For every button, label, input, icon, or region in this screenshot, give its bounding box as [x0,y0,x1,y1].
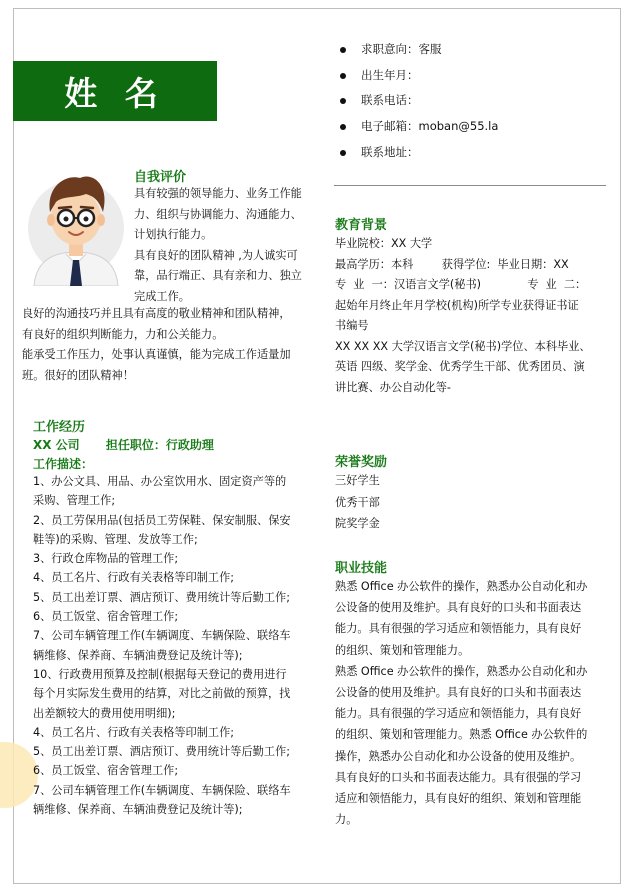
avatar [26,168,126,286]
work-company-row [33,436,214,453]
contact-item: 联系电话： [340,88,498,114]
name-title: 姓 名 [64,73,166,113]
self-eval-narrow: 具有较强的领导能力、业务工作能 力、组织与协调能力、沟通能力、 计划执行能力。 具有良好的团队精神 ,为人诚实可 靠，品行端正、具有亲和力、独立 完成工作。 [134,187,302,303]
bullet-icon [340,124,346,130]
bullet-icon [340,73,346,79]
education-heading: 教育背景 [335,218,388,233]
skills-heading: 职业技能 [335,561,388,576]
contact-list [340,37,498,165]
work-heading: 工作经历 [33,420,86,435]
bullet-icon [340,150,346,156]
self-eval-wide: 良好的沟通技巧并且具有高度的敬业精神和团队精神， 有良好的组织判断能力，力和公关能力。 能承受工作压力，处事认真谨慎，能为完成工作适量加 班。很好的团队精神！ [22,307,291,382]
contact-item: 出生年月： [340,63,498,89]
bullet-icon [340,47,346,53]
awards-list: 三好学生 优秀干部 院奖学金 [335,474,380,530]
awards-heading: 荣誉奖励 [335,455,388,470]
name-banner [13,61,217,121]
self-eval-heading: 自我评价 [134,170,187,185]
work-description: 1、办公文具、用品、办公室饮用水、固定资产等的 采购、管理工作; 2、员工劳保用品(包括员工劳保鞋、保安制服、保安 鞋等)的采购、管理、发放等工作; 3、行政仓库物品的管理工作; 4、员工名片、行政有关表格等印制工作; 5、员工出差订票、酒店预订、费用统计等后勤工作; 6、员工饭堂、宿舍管理工作; 7、公司车辆管理工作(车辆调度、车辆保险、联络车 辆维修、保养商、车辆油费登记及统计等); 10、行政费用预算及控制(根据每天登记的费用进行 每个月实际发生费用的结算，对比之前做的预算，找 出差额较大的费用使用明细); 4、员工名片、行政有关表格等印制工作; 5、员工出差订票、酒店预订、费用统计等后勤工作; 6、员工饭堂、宿舍管理工作; 7、公司车辆管理工作(车辆调度、车辆保险、联络车 辆维修、保养商、车辆油费登记及统计等); [33,475,291,817]
education-details: 毕业院校：XX 大学 最高学历：本科 获得学位: 毕业日期：XX 专 业 一：汉语言文学(秘书) 专 业 二： 起始年月终止年月学校(机构)所学专业获得证书证 书编号 XX XX XX 大学汉语言文学(秘书)学位、本科毕业、 英语 四级、奖学金、优秀学生干部、优秀团员、演 讲比赛、办公自动化等- [335,237,591,394]
skills-details: 熟悉 Office 办公软件的操作，熟悉办公自动化和办 公设备的使用及维护。具有良好的口头和书面表达 能力。具有很强的学习适应和领悟能力，具有良好 的组织、策划和管理能力。 熟悉 Office 办公软件的操作，熟悉办公自动化和办 公设备的使用及维护。具有良好的口头和书面表达 能力。具有很强的学习适应和领悟能力，具有良好 的组织、策划和管理能力。熟悉 Office 办公软件的 操作，熟悉办公自动化和办公设备的使用及维护。 具有良好的口头和书面表达能力。具有很强的学习 适应和领悟能力，具有良好的组织、策划和管理能 力。 [335,580,588,827]
bullet-icon [340,98,346,104]
header-divider [334,185,606,186]
contact-item: 求职意向：客服 [340,37,498,63]
position-title: 担任职位：行政助理 [105,438,214,452]
contact-item: 电子邮箱：moban@55.la [340,114,498,140]
company-name: XX 公司 [33,438,80,452]
work-desc-heading: 工作描述： [33,457,94,471]
contact-item: 联系地址： [340,140,498,166]
